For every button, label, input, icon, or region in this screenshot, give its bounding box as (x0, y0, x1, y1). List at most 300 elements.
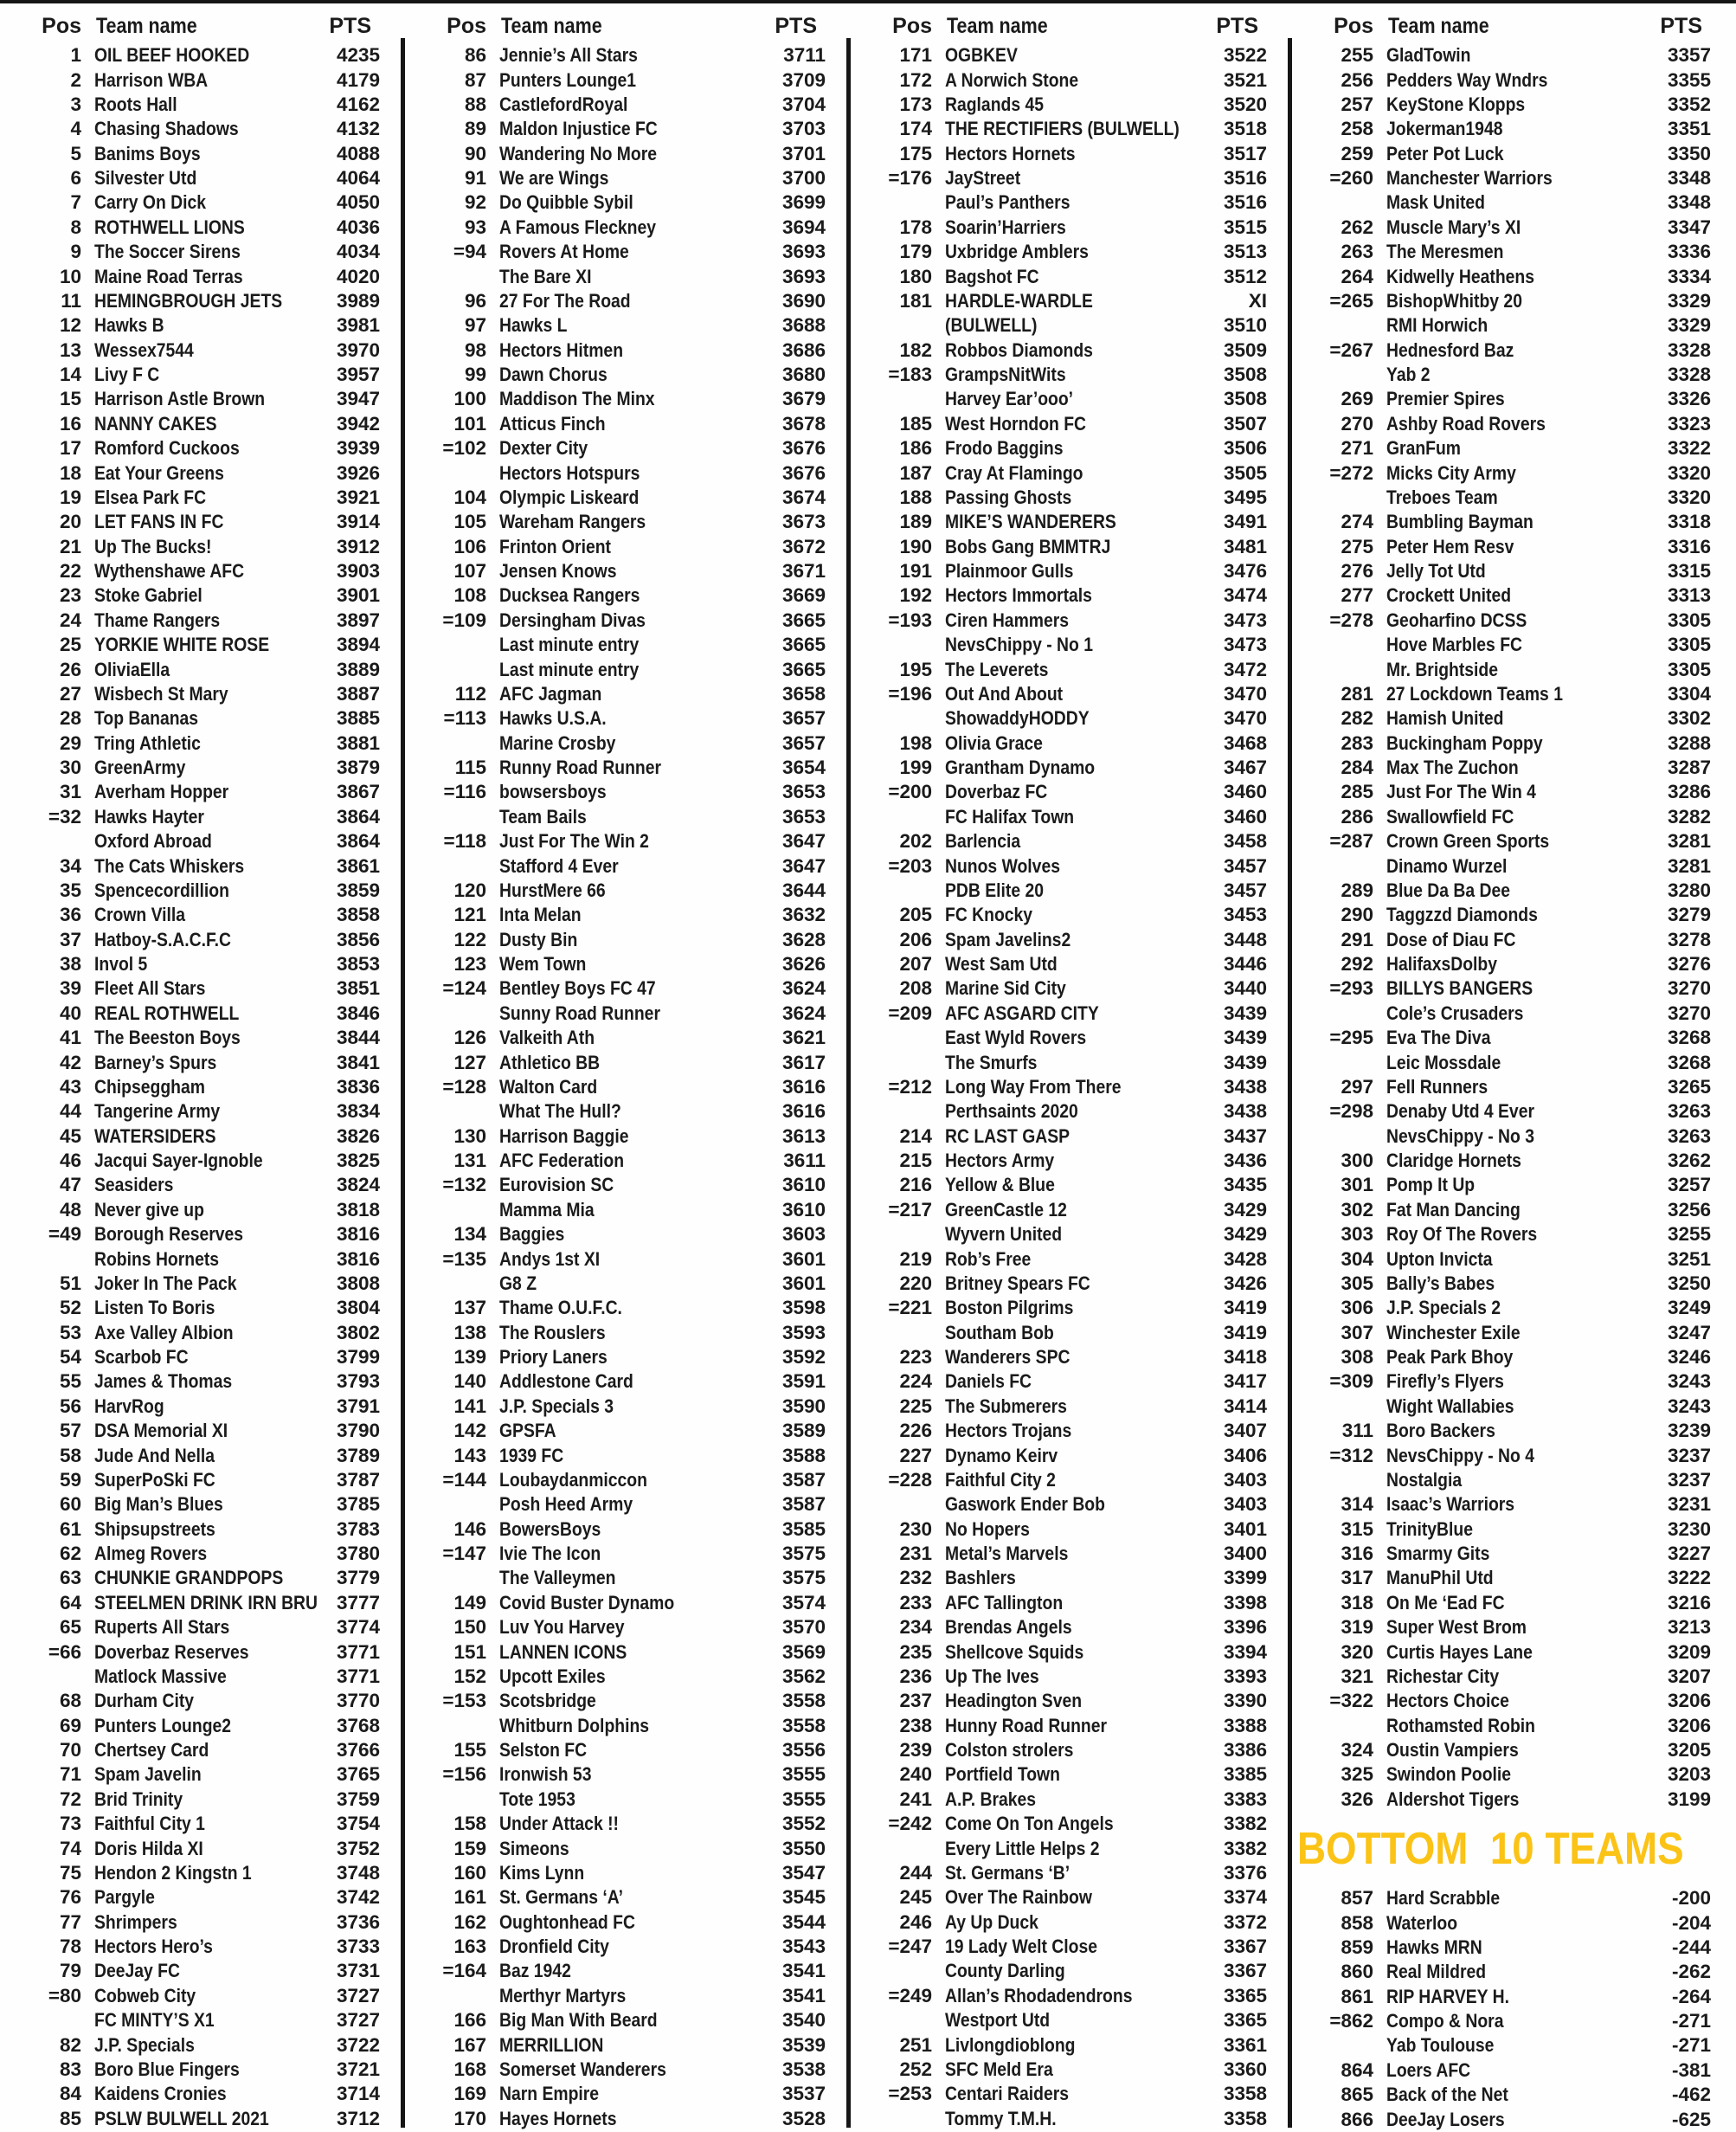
team-points: 3316 (1667, 535, 1711, 557)
team-points: 3575 (781, 1567, 826, 1589)
team-position: =295 (1329, 1027, 1373, 1049)
team-name: Winchester Exile (1386, 1321, 1521, 1343)
team-position: 149 (453, 1591, 486, 1613)
team-position: 182 (899, 338, 932, 361)
team-points: 3714 (336, 2083, 380, 2105)
team-points: 3610 (781, 1198, 826, 1221)
team-position: 87 (464, 68, 486, 91)
table-row (856, 1714, 1267, 1738)
table-row (856, 1246, 1267, 1271)
team-points: 3616 (781, 1075, 826, 1098)
table-row (1297, 313, 1711, 338)
team-name: Tring Athletic (94, 731, 201, 754)
table-row (410, 486, 826, 510)
team-points: 4179 (336, 68, 380, 91)
team-points: 3653 (781, 805, 826, 828)
team-points: 3632 (781, 904, 826, 926)
team-points: 3555 (781, 1763, 826, 1786)
team-points: 3889 (336, 658, 380, 680)
team-position: 236 (899, 1665, 932, 1687)
team-points: 3372 (1223, 1910, 1267, 1933)
team-name: THE RECTIFIERS (BULWELL) (945, 118, 1180, 140)
team-position: 13 (59, 338, 81, 361)
team-points: 3207 (1667, 1665, 1711, 1687)
team-points: 3328 (1667, 338, 1711, 361)
team-name: Colston strolers (945, 1739, 1074, 1762)
team-points: 3540 (781, 2009, 826, 2032)
team-points: 3209 (1667, 1640, 1711, 1663)
table-row (5, 1149, 380, 1173)
team-position: 58 (59, 1444, 81, 1466)
team-position: 319 (1341, 1616, 1373, 1639)
team-points: 3672 (781, 535, 826, 557)
table-row (856, 2008, 1267, 2032)
team-points: 3505 (1223, 461, 1267, 484)
team-position: 865 (1341, 2084, 1373, 2106)
team-points: 3601 (781, 1272, 826, 1294)
team-points: 3610 (781, 1174, 826, 1196)
team-position: 101 (453, 412, 486, 435)
table-row (5, 1566, 380, 1590)
team-position: =132 (442, 1174, 486, 1196)
team-points: 3390 (1223, 1690, 1267, 1712)
team-position: 277 (1341, 584, 1373, 607)
team-name: Addlestone Card (499, 1370, 633, 1393)
team-points: 3305 (1667, 634, 1711, 656)
table-row (5, 1099, 380, 1124)
team-points: 3789 (336, 1444, 380, 1466)
table-row (1297, 853, 1711, 878)
table-row (856, 559, 1267, 583)
team-position: 71 (59, 1763, 81, 1786)
table-row (5, 68, 380, 92)
team-name: Cobweb City (94, 1984, 196, 2006)
team-name: GPSFA (499, 1420, 556, 1442)
team-name: Aldershot Tigers (1386, 1787, 1520, 1810)
team-name: Yellow & Blue (945, 1174, 1055, 1196)
team-name: What The Hull? (499, 1100, 621, 1123)
team-points: 3897 (336, 609, 380, 631)
team-name: Boro Blue Fingers (94, 2058, 240, 2080)
table-row (410, 1836, 826, 1860)
table-row (1297, 93, 1711, 117)
table-row (410, 805, 826, 829)
team-name: RMI Horwich (1386, 314, 1488, 337)
team-name: Thame Rangers (94, 609, 221, 631)
team-points: 3783 (336, 1517, 380, 1540)
team-position: 263 (1341, 241, 1373, 263)
team-position: 11 (61, 289, 81, 312)
team-points: 3313 (1667, 584, 1711, 607)
team-name: Valkeith Ath (499, 1027, 595, 1049)
team-name: Dynamo Keirv (945, 1444, 1058, 1466)
table-row (1297, 879, 1711, 903)
table-row (1297, 1665, 1711, 1689)
team-position: 65 (59, 1616, 81, 1639)
team-points: 3495 (1223, 486, 1267, 508)
table-row (1297, 1345, 1711, 1369)
table-row (1297, 1026, 1711, 1050)
team-name: Rovers At Home (499, 241, 629, 263)
team-position: 68 (59, 1690, 81, 1712)
table-row (1297, 756, 1711, 780)
team-name: AFC Federation (499, 1150, 625, 1172)
team-name: Smarmy Gits (1386, 1543, 1490, 1565)
rows-container (1297, 43, 1711, 1812)
team-points: 3323 (1667, 412, 1711, 435)
team-name: Nostalgia (1386, 1468, 1463, 1491)
table-row (410, 853, 826, 878)
table-row (410, 1222, 826, 1246)
team-position: 9 (70, 241, 81, 263)
team-name: The Meresmen (1386, 241, 1504, 263)
table-row (410, 1689, 826, 1713)
table-row (410, 1935, 826, 1959)
team-name: Loers AFC (1386, 2058, 1471, 2081)
team-points: 3329 (1667, 289, 1711, 312)
table-row (410, 756, 826, 780)
team-position: 321 (1341, 1665, 1373, 1687)
table-row (1297, 190, 1711, 215)
team-points: 3752 (336, 1837, 380, 1859)
header-team-name: Team name (96, 13, 197, 38)
team-position: 77 (59, 1910, 81, 1933)
team-points: 3611 (783, 1150, 826, 1172)
team-position: 31 (59, 781, 81, 803)
team-points: -200 (1671, 1887, 1711, 1910)
team-points: 3237 (1667, 1468, 1711, 1491)
table-row (856, 1345, 1267, 1369)
rows-container (856, 43, 1267, 2131)
team-name: Fell Runners (1386, 1075, 1488, 1098)
team-points: 3700 (781, 167, 826, 190)
team-points: 3288 (1667, 731, 1711, 754)
team-position: 264 (1341, 265, 1373, 287)
table-row (5, 1591, 380, 1615)
team-position: =113 (443, 707, 486, 730)
team-position: 188 (899, 486, 932, 508)
team-name: Athletico BB (499, 1051, 601, 1073)
team-name: Hectors Hitmen (499, 338, 624, 361)
table-row (856, 1665, 1267, 1689)
header-pts: PTS (1216, 13, 1258, 38)
table-row (410, 93, 826, 117)
team-name: Frodo Baggins (945, 437, 1064, 460)
team-name: Posh Heed Army (499, 1493, 633, 1516)
team-name: Just For The Win 4 (1386, 781, 1536, 803)
team-points: 3458 (1223, 830, 1267, 853)
team-position: 29 (59, 731, 81, 754)
team-position: 89 (464, 118, 486, 140)
table-row (1297, 1394, 1711, 1419)
table-row (856, 510, 1267, 534)
table-row (856, 1787, 1267, 1812)
team-position: 274 (1341, 511, 1373, 533)
team-points: 3818 (336, 1198, 380, 1221)
team-name: Sunny Road Runner (499, 1002, 660, 1024)
team-position: 25 (59, 634, 81, 656)
table-row (5, 1492, 380, 1517)
team-name: Super West Brom (1386, 1616, 1527, 1639)
team-name: Claridge Hornets (1386, 1150, 1521, 1172)
team-position: 127 (453, 1051, 486, 1073)
table-row (5, 1517, 380, 1542)
team-name: Luv You Harvey (499, 1616, 625, 1639)
team-name: Wythenshawe AFC (94, 560, 245, 583)
team-name: Pedders Way Wndrs (1386, 68, 1548, 91)
table-row (856, 633, 1267, 657)
team-points: 3541 (781, 1984, 826, 2006)
team-name: Tote 1953 (499, 1787, 575, 1810)
table-row (410, 1272, 826, 1296)
team-name: Crown Green Sports (1386, 830, 1550, 853)
header-team-name: Team name (1388, 13, 1489, 38)
team-position: 79 (59, 1960, 81, 1982)
table-row (1297, 633, 1711, 657)
table-row (856, 363, 1267, 387)
table-row (410, 1394, 826, 1419)
team-name: Nunos Wolves (945, 854, 1060, 877)
team-points: 3693 (781, 241, 826, 263)
table-row (410, 706, 826, 731)
column-header (5, 9, 380, 43)
team-name: The Cats Whiskers (94, 854, 245, 877)
team-name: James & Thomas (94, 1370, 233, 1393)
team-name: Swallowfield FC (1386, 805, 1514, 828)
team-position: 10 (59, 265, 81, 287)
table-row (5, 1615, 380, 1639)
table-row (856, 682, 1267, 706)
team-points: 3771 (336, 1665, 380, 1687)
header-pos: Pos (447, 13, 486, 38)
team-name: Swindon Poolie (1386, 1763, 1512, 1786)
team-name: The Rouslers (499, 1321, 606, 1343)
table-row (5, 240, 380, 264)
team-name: Simeons (499, 1837, 569, 1859)
table-row (410, 1984, 826, 2008)
team-name: Baz 1942 (499, 1960, 571, 1982)
team-position: 14 (59, 364, 81, 386)
table-row (410, 190, 826, 215)
team-position: 83 (59, 2058, 81, 2080)
table-row (5, 289, 380, 313)
team-position: 180 (899, 265, 932, 287)
table-row (856, 903, 1267, 927)
team-name: Cray At Flamingo (945, 461, 1083, 484)
team-name: The Smurfs (945, 1051, 1038, 1073)
team-points: 3570 (781, 1616, 826, 1639)
table-row (410, 1910, 826, 1935)
table-row (1297, 976, 1711, 1001)
team-points: 3470 (1223, 682, 1267, 705)
team-position: 292 (1341, 953, 1373, 976)
team-position: 64 (59, 1591, 81, 1613)
team-name: Bagshot FC (945, 265, 1039, 287)
header-pts: PTS (329, 13, 371, 38)
team-name: Doris Hilda XI (94, 1837, 203, 1859)
team-points: -625 (1671, 2108, 1711, 2130)
team-name: BILLYS BANGERS (1386, 977, 1533, 1000)
table-row (1297, 1542, 1711, 1566)
table-row (5, 1910, 380, 1935)
team-points: XI (1248, 289, 1267, 312)
team-name: DeeJay Losers (1386, 2108, 1505, 2130)
team-name: Manchester Warriors (1386, 167, 1553, 190)
rows-container (5, 43, 380, 2131)
team-points: 3926 (336, 461, 380, 484)
table-row (410, 1762, 826, 1787)
table-row (5, 1321, 380, 1345)
team-points: 3468 (1223, 731, 1267, 754)
table-row (410, 2058, 826, 2082)
team-points: 3348 (1667, 191, 1711, 214)
team-position: 2 (70, 68, 81, 91)
team-name: Ashby Road Rovers (1386, 412, 1546, 435)
header-pts: PTS (1660, 13, 1702, 38)
bottom-10-teams-heading: BOTTOM 10 TEAMS (1297, 1824, 1684, 1874)
team-name: Averham Hopper (94, 781, 229, 803)
table-row (5, 1762, 380, 1787)
team-position: 85 (59, 2107, 81, 2129)
team-points: 3446 (1223, 953, 1267, 976)
team-position: =249 (888, 1984, 932, 2006)
table-row (410, 1542, 826, 1566)
team-name: Stoke Gabriel (94, 584, 203, 607)
table-row (1297, 928, 1711, 952)
team-name: Up The Bucks! (94, 535, 212, 557)
team-points: 3742 (336, 1886, 380, 1909)
team-points: 3770 (336, 1690, 380, 1712)
table-row (5, 1026, 380, 1050)
table-row (856, 486, 1267, 510)
team-name: Raglands 45 (945, 93, 1045, 115)
team-points: 3894 (336, 634, 380, 656)
team-points: 3206 (1667, 1714, 1711, 1736)
table-row (5, 657, 380, 681)
table-row (1297, 1591, 1711, 1615)
team-points: 3589 (781, 1420, 826, 1442)
team-points: 3721 (336, 2058, 380, 2080)
team-position: 303 (1341, 1223, 1373, 1246)
team-name: Olympic Liskeard (499, 486, 640, 508)
team-points: 3712 (336, 2107, 380, 2129)
table-row (1297, 1960, 1711, 1984)
team-position: 220 (899, 1272, 932, 1294)
team-name: The Submerers (945, 1394, 1067, 1417)
team-position: 100 (453, 388, 486, 410)
team-name: The Leverets (945, 658, 1049, 680)
team-name: Real Mildred (1386, 1961, 1487, 1983)
team-name: Roy Of The Rovers (1386, 1223, 1538, 1246)
team-name: Wessex7544 (94, 338, 194, 361)
table-row (1297, 1246, 1711, 1271)
team-name: Kidwelly Heathens (1386, 265, 1534, 287)
team-points: 3243 (1667, 1370, 1711, 1393)
team-position: 74 (59, 1837, 81, 1859)
team-position: 12 (59, 314, 81, 337)
team-name: Micks City Army (1386, 461, 1516, 484)
team-name: Shellcove Squids (945, 1640, 1084, 1663)
team-points: 3280 (1667, 879, 1711, 901)
team-name: PDB Elite 20 (945, 879, 1045, 901)
team-name: Livlongdioblong (945, 2033, 1076, 2056)
team-position: 259 (1341, 142, 1373, 164)
team-name: Crockett United (1386, 584, 1512, 607)
team-position: 206 (899, 928, 932, 950)
table-row (410, 1738, 826, 1762)
team-name: Hectors Hornets (945, 142, 1076, 164)
team-points: 3575 (781, 1543, 826, 1565)
team-name: Grantham Dynamo (945, 757, 1096, 779)
team-position: 23 (59, 584, 81, 607)
team-name: OGBKEV (945, 44, 1018, 67)
team-name: Chipseggham (94, 1075, 205, 1098)
team-points: 3701 (781, 142, 826, 164)
team-position: 40 (59, 1002, 81, 1024)
team-position: =203 (888, 854, 932, 877)
team-points: 3394 (1223, 1640, 1267, 1663)
table-row (410, 1468, 826, 1492)
table-row (5, 1984, 380, 2008)
team-points: 3864 (336, 830, 380, 853)
team-name: Last minute entry (499, 634, 640, 656)
team-position: 857 (1341, 1887, 1373, 1910)
team-position: 73 (59, 1813, 81, 1835)
team-points: 3711 (783, 44, 826, 67)
table-row (410, 731, 826, 756)
team-name: Ciren Hammers (945, 609, 1070, 631)
table-row (1297, 657, 1711, 681)
team-name: Loubaydanmiccon (499, 1468, 647, 1491)
team-points: 3222 (1667, 1567, 1711, 1589)
team-points: 3305 (1667, 609, 1711, 631)
table-row (1297, 2033, 1711, 2058)
table-row (1297, 1443, 1711, 1467)
team-points: 3398 (1223, 1591, 1267, 1613)
table-row (1297, 216, 1711, 240)
team-name: Harrison WBA (94, 68, 209, 91)
team-position: 140 (453, 1370, 486, 1393)
team-name: Narn Empire (499, 2083, 600, 2105)
team-position: 231 (899, 1543, 932, 1565)
team-position: 34 (59, 854, 81, 877)
team-position: 15 (59, 388, 81, 410)
team-position: 215 (899, 1150, 932, 1172)
table-row (856, 1639, 1267, 1664)
table-row (856, 976, 1267, 1001)
table-row (856, 313, 1267, 338)
team-name: Spam Javelin (94, 1763, 202, 1786)
team-points: 3816 (336, 1223, 380, 1246)
team-name: Thame O.U.F.C. (499, 1297, 622, 1319)
team-points: -381 (1671, 2058, 1711, 2081)
team-position: 860 (1341, 1961, 1373, 1983)
standings-column-4 (1292, 5, 1736, 2128)
team-name: Hectors Army (945, 1150, 1055, 1172)
team-position: =287 (1329, 830, 1373, 853)
table-row (5, 1002, 380, 1026)
team-name: Daniels FC (945, 1370, 1032, 1393)
table-row (1297, 1124, 1711, 1149)
team-position: =135 (442, 1247, 486, 1270)
team-points: -264 (1671, 1985, 1711, 2007)
team-points: 3367 (1223, 1936, 1267, 1958)
team-points: 3626 (781, 953, 826, 976)
team-points: 3305 (1667, 658, 1711, 680)
table-row (1297, 1468, 1711, 1492)
team-name: Hawks B (94, 314, 164, 337)
team-points: 4162 (336, 93, 380, 115)
